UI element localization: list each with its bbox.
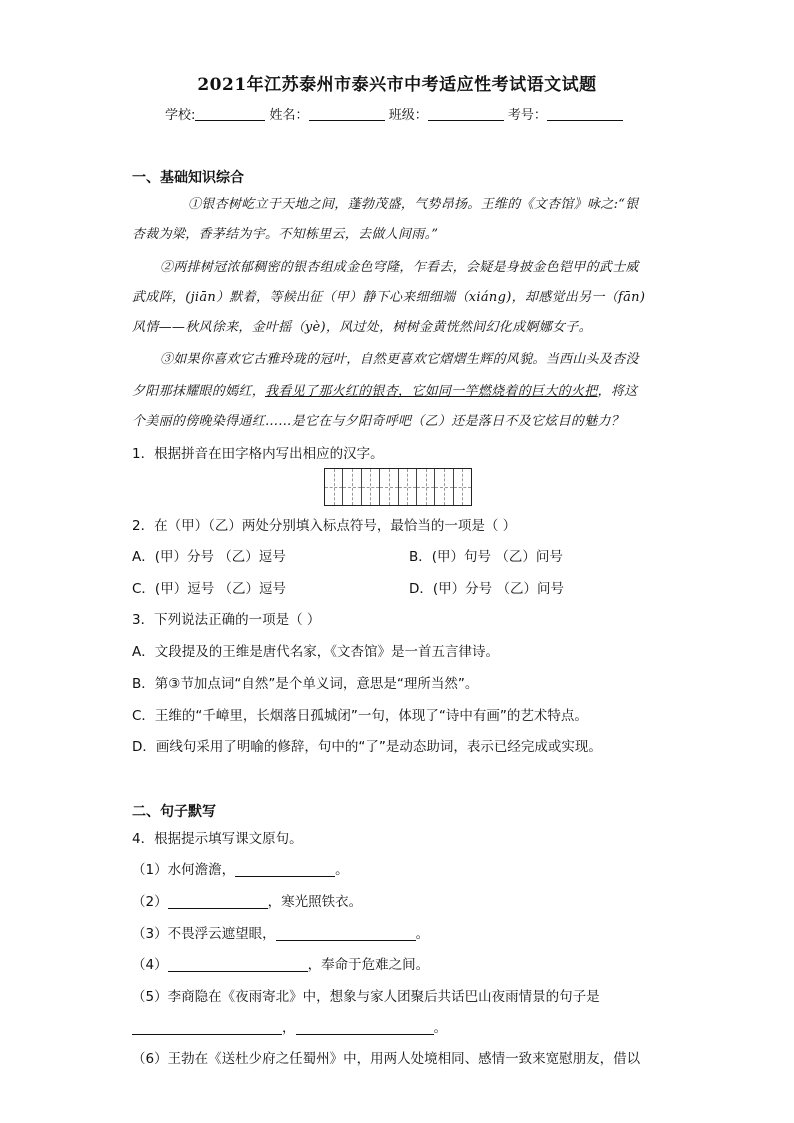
- answer-blank[interactable]: [168, 894, 268, 909]
- passage-line: [132, 380, 637, 399]
- option-c[interactable]: C．王维的“千嶂里，长烟落日孤城闭”一句，体现了“诗中有画”的艺术特点。: [132, 708, 588, 724]
- recitation-item: [132, 1016, 447, 1036]
- item-text: （2）: [132, 894, 168, 910]
- grid-cell[interactable]: [399, 469, 417, 505]
- item-text: 。: [433, 1020, 447, 1036]
- grid-cell[interactable]: [362, 469, 380, 505]
- question-2: 2．在（甲）（乙）两处分别填入标点符号，最恰当的一项是（ ）: [132, 518, 517, 534]
- class-blank[interactable]: [428, 107, 504, 121]
- recitation-item: （6）王勃在《送杜少府之任蜀州》中，用两人处境相同、感情一致来宽慰朋友，借以: [132, 1051, 641, 1067]
- option-d[interactable]: D．(甲）分号 （乙）问号: [409, 581, 564, 597]
- question-3: 3．下列说法正确的一项是（ ）: [132, 612, 321, 628]
- passage-line: 武成阵，(jiān）默着，等候出征（甲）静下心来细细端（xiáng)，却感觉出另一（fān): [132, 290, 646, 305]
- item-text: 。: [335, 862, 349, 878]
- page-title: 2021年江苏泰州市泰兴市中考适应性考试语文试题: [197, 75, 597, 95]
- student-info-row: [165, 104, 623, 123]
- passage-line: 杏裁为梁，香茅结为宇。不知栋里云，去做人间雨。”: [132, 227, 439, 242]
- passage-line: ③如果你喜欢它古雅玲珑的冠叶，自然更喜欢它熠熠生辉的风貌。当西山头及杏没: [160, 352, 639, 367]
- passage-line: ①银杏树屹立于天地之间，蓬勃茂盛，气势昂扬。王维的《文杏馆》咏之:“银: [188, 197, 639, 212]
- grid-cell[interactable]: [380, 469, 398, 505]
- passage-text: 夕阳那抹耀眼的嫣红，: [132, 384, 266, 399]
- passage-line: 风情——秋风徐来，金叶摇（yè)，风过处，树树金黄恍然间幻化成婀娜女子。: [132, 320, 592, 335]
- grid-cell[interactable]: [435, 469, 453, 505]
- school-label: 学校:: [165, 108, 196, 123]
- passage-text: ，将这: [597, 384, 638, 399]
- name-blank[interactable]: [309, 107, 385, 121]
- passage-line: ②两排树冠浓郁稠密的银杏组成金色穹隆，乍看去，会疑是身披金色铠甲的武士威: [160, 260, 639, 275]
- item-text: （3）不畏浮云遮望眼，: [132, 926, 276, 942]
- exam-no-blank[interactable]: [547, 107, 623, 121]
- answer-blank[interactable]: [235, 862, 335, 877]
- recitation-item: [132, 890, 362, 910]
- question-1: 1．根据拼音在田字格内写出相应的汉字。: [132, 446, 384, 462]
- answer-blank[interactable]: [276, 926, 416, 941]
- recitation-item: [132, 858, 349, 878]
- option-a[interactable]: A．(甲）分号 （乙）逗号: [132, 549, 286, 565]
- exam-no-label: 考号：: [507, 108, 547, 123]
- recitation-item: [132, 922, 429, 942]
- option-c[interactable]: C．(甲）逗号 （乙）逗号: [132, 581, 286, 597]
- school-blank[interactable]: [195, 107, 265, 121]
- option-b[interactable]: B．第③节加点词“自然”是个单义词，意思是“理所当然”。: [132, 676, 479, 692]
- grid-cell[interactable]: [417, 469, 435, 505]
- passage-line: 个美丽的傍晚染得通红……是它在与夕阳奇呼吧（乙）还是落日不及它炫目的魅力？: [132, 414, 625, 429]
- option-b[interactable]: B．(甲）句号 （乙）问号: [409, 549, 563, 565]
- item-text: ，奉命于危难之间。: [307, 957, 430, 973]
- grid-cell[interactable]: [325, 469, 343, 505]
- answer-blank[interactable]: [132, 1020, 282, 1035]
- option-a[interactable]: A．文段提及的王维是唐代名家，《文杏馆》是一首五言律诗。: [132, 644, 499, 660]
- answer-blank[interactable]: [168, 957, 308, 972]
- section1-heading: 一、基础知识综合: [132, 170, 244, 186]
- recitation-item: （5）李商隐在《夜雨寄北》中，想象与家人团聚后共话巴山夜雨情景的句子是: [132, 989, 600, 1005]
- answer-blank[interactable]: [296, 1020, 434, 1035]
- item-text: ，寒光照铁衣。: [267, 894, 363, 910]
- recitation-item: [132, 953, 429, 973]
- grid-cell[interactable]: [343, 469, 361, 505]
- item-text: （1）水何澹澹，: [132, 862, 236, 878]
- class-label: 班级：: [388, 108, 428, 123]
- section2-heading: 二、句子默写: [132, 804, 216, 820]
- option-d[interactable]: D．画线句采用了明喻的修辞，句中的“了”是动态助词，表示已经完成或实现。: [132, 739, 602, 755]
- item-text: 。: [415, 926, 430, 942]
- item-text: （4）: [132, 957, 168, 973]
- name-label: 姓名：: [269, 108, 309, 123]
- item-text: ，: [282, 1020, 296, 1036]
- question-4: 4．根据提示填写课文原句。: [132, 831, 303, 847]
- tianzige-grid[interactable]: [324, 468, 472, 506]
- grid-cell[interactable]: [454, 469, 471, 505]
- underlined-sentence: 我看见了那火红的银杏，它如同一竿燃烧着的巨大的火把: [265, 384, 598, 399]
